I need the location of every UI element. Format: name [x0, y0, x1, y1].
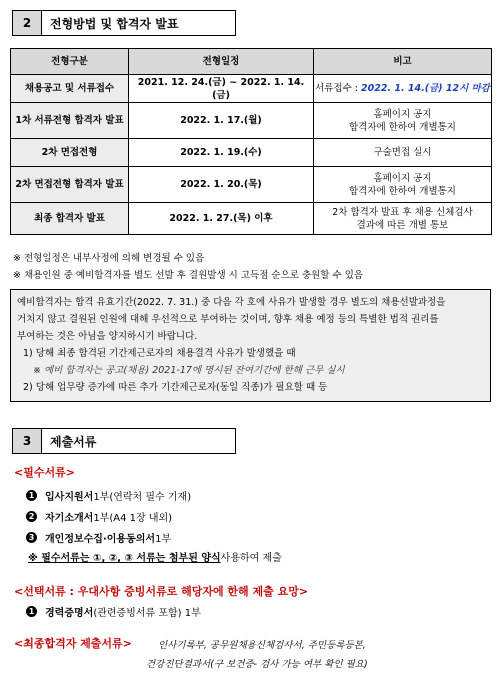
list-item	[26, 509, 172, 524]
header-remarks: 비고	[314, 49, 492, 75]
row-category: 2차 면접전형	[11, 139, 129, 167]
note-underlined: ※ 필수서류는 ①, ②, ③ 서류는 첨부된 양식	[28, 553, 221, 564]
section-number: 2	[12, 10, 42, 36]
row-date: 2022. 1. 27.(목) 이후	[129, 203, 314, 235]
required-docs-note	[28, 549, 282, 564]
row-remark: 홈페이지 공지 합격자에 한하여 개별통지	[314, 167, 492, 203]
number-badge: 1	[26, 606, 37, 617]
doc-name: 개인정보수집·이용동의서	[45, 534, 156, 545]
doc-name: 경력증명서	[45, 608, 94, 619]
section-title: 전형방법 및 합격자 발표	[42, 10, 236, 36]
doc-detail: 1부(연락처 필수 기재)	[93, 492, 192, 503]
table-row	[11, 139, 492, 167]
schedule-table	[10, 48, 492, 235]
row-remark	[314, 75, 492, 103]
header-category: 전형구분	[11, 49, 129, 75]
box-line: 거치지 않고 결원된 인원에 대해 우선적으로 부여하는 것이며, 향후 채용 예정 등의 특별한 법적 권리를	[17, 314, 439, 325]
section-3-header	[12, 428, 236, 454]
final-docs-line: 건강진단결과서(구 보건증- 검사 가능 여부 확인 필요)	[146, 659, 368, 670]
required-docs-heading: <필수서류>	[14, 466, 75, 479]
reserve-note: ※ 채용인원 중 예비합격자를 별도 선발 후 결원발생 시 고득점 순으로 충원할 수 있음	[13, 270, 364, 281]
row-remark: 2차 합격자 발표 후 채용 신체검사 결과에 따른 개별 통보	[314, 203, 492, 235]
table-row	[11, 75, 492, 103]
schedule-note: ※ 전형일정은 내부사정에 의해 변경될 수 있음	[13, 253, 205, 264]
row-remark: 홈페이지 공지 합격자에 한하여 개별통지	[314, 103, 492, 139]
row-category: 채용공고 및 서류접수	[11, 75, 129, 103]
row-date: 2022. 1. 17.(월)	[129, 103, 314, 139]
row-category: 1차 서류전형 합격자 발표	[11, 103, 129, 139]
final-docs-heading: <최종합격자 제출서류>	[14, 637, 132, 650]
section-number: 3	[12, 428, 42, 454]
row-date: 2022. 1. 19.(수)	[129, 139, 314, 167]
doc-detail: 1부	[155, 534, 172, 545]
box-item-note: ※ 예비 합격자는 공고(채용) 2021-17에 명시된 잔여기간에 한해 근무 실시	[33, 365, 345, 376]
row-date: 2022. 1. 20.(목)	[129, 167, 314, 203]
reserve-info-box	[10, 289, 491, 402]
box-item: 1) 당해 최종 합격된 기간제근로자의 채용결격 사유가 발생했을 때	[23, 348, 296, 359]
deadline-text: 2022. 1. 14.(금) 12시 마감	[361, 83, 490, 94]
box-line: 부여하는 것은 아님을 양지하시기 바랍니다.	[17, 331, 198, 342]
row-category: 최종 합격자 발표	[11, 203, 129, 235]
table-row	[11, 103, 492, 139]
remark-prefix: 서류접수 :	[315, 83, 361, 94]
list-item	[26, 488, 191, 503]
note-rest: 사용하여 제출	[220, 553, 282, 564]
table-row	[11, 167, 492, 203]
table-row	[11, 203, 492, 235]
doc-detail: 1부(A4 1장 내외)	[93, 513, 173, 524]
row-category: 2차 면접전형 합격자 발표	[11, 167, 129, 203]
row-date: 2021. 12. 24.(금) ~ 2022. 1. 14.(금)	[129, 75, 314, 103]
table-header-row	[11, 49, 492, 75]
section-title: 제출서류	[42, 428, 236, 454]
number-badge: 2	[26, 511, 37, 522]
doc-name: 입사지원서	[45, 492, 94, 503]
row-remark: 구술면접 실시	[314, 139, 492, 167]
box-line: 예비합격자는 합격 유효기간(2022. 7. 31.) 중 다음 각 호에 사유가 발생할 경우 별도의 채용선발과정을	[17, 297, 446, 308]
doc-name: 자기소개서	[45, 513, 94, 524]
number-badge: 1	[26, 490, 37, 501]
header-schedule: 전형일정	[129, 49, 314, 75]
doc-detail: (관련증빙서류 포함) 1부	[93, 608, 201, 619]
number-badge: 3	[26, 532, 37, 543]
section-2-header	[12, 10, 236, 36]
box-item: 2) 당해 업무량 증가에 따른 추가 기간제근로자(동일 직종)가 필요할 때 등	[23, 382, 328, 393]
list-item	[26, 604, 201, 619]
optional-docs-heading: <선택서류 : 우대사항 증빙서류로 해당자에 한해 제출 요망>	[14, 585, 309, 598]
list-item	[26, 530, 171, 545]
final-docs-line: 인사기록부, 공무원채용신체검사서, 주민등록등본,	[158, 640, 366, 651]
